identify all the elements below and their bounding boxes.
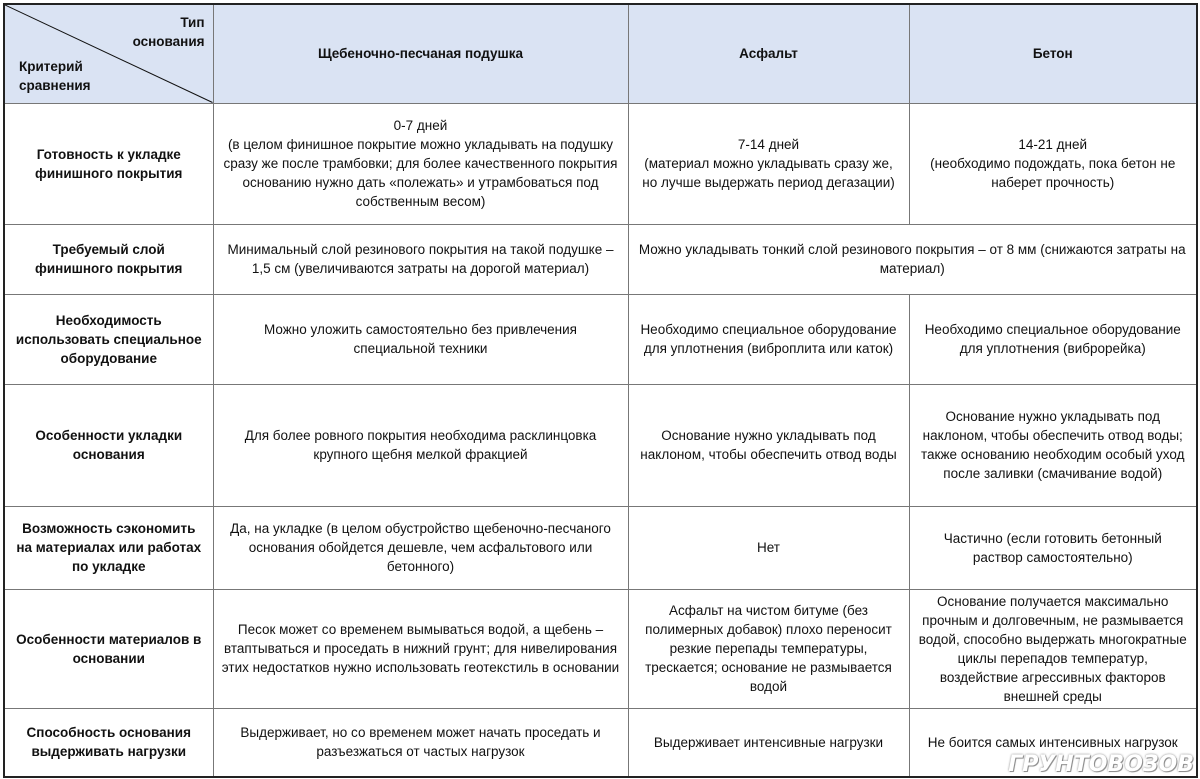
value-cell: Да, на укладке (в целом обустройство щебеночно-песчаного основания обойдется дешевле, чем асфальтового или бетонного) <box>213 506 628 589</box>
value-cell: Основание нужно укладывать под наклоном, чтобы обеспечить отвод воды <box>628 384 909 506</box>
value-cell: Выдерживает интенсивные нагрузки <box>628 708 909 777</box>
watermark-logo: ГРУНТОВОЗОВ <box>1008 752 1194 777</box>
type-label: Тип основания <box>132 15 205 49</box>
table-row <box>4 384 1197 506</box>
table-row <box>4 294 1197 384</box>
criterion-cell: Необходимость использовать специальное оборудование <box>4 294 213 384</box>
criterion-cell: Готовность к укладке финишного покрытия <box>4 103 213 224</box>
value-cell: Основание получается максимально прочным и долговечным, не размывается водой, способно выдержать многократные циклы перепадов температур, воздействие агрессивных факторов внешней среды <box>909 589 1197 708</box>
table-row <box>4 224 1197 294</box>
criterion-cell: Возможность сэкономить на материалах или работах по укладке <box>4 506 213 589</box>
value-cell: Основание нужно укладывать под наклоном, чтобы обеспечить отвод воды; также основанию необходим особый уход после заливки (смачивание водой) <box>909 384 1197 506</box>
value-cell: Частично (если готовить бетонный раствор самостоятельно) <box>909 506 1197 589</box>
column-header: Бетон <box>909 4 1197 103</box>
criterion-cell: Способность основания выдерживать нагрузки <box>4 708 213 777</box>
value-cell: 7-14 дней (материал можно укладывать сразу же, но лучше выдержать период дегазации) <box>628 103 909 224</box>
table-row <box>4 589 1197 708</box>
table-row <box>4 103 1197 224</box>
header-row <box>4 4 1197 103</box>
corner-header <box>4 4 213 103</box>
value-cell: Выдерживает, но со временем может начать проседать и разъезжаться от частых нагрузок <box>213 708 628 777</box>
column-header: Щебеночно-песчаная подушка <box>213 4 628 103</box>
value-cell: Можно укладывать тонкий слой резинового покрытия – от 8 мм (снижаются затраты на материал) <box>628 224 1197 294</box>
value-cell: Не боится самых интенсивных нагрузок <box>909 708 1197 777</box>
criterion-cell: Особенности материалов в основании <box>4 589 213 708</box>
value-cell: 14-21 дней (необходимо подождать, пока бетон не наберет прочность) <box>909 103 1197 224</box>
criterion-cell: Требуемый слой финишного покрытия <box>4 224 213 294</box>
value-cell: Нет <box>628 506 909 589</box>
table-row <box>4 506 1197 589</box>
value-cell: Необходимо специальное оборудование для уплотнения (виброрейка) <box>909 294 1197 384</box>
value-cell: Для более ровного покрытия необходима расклинцовка крупного щебня мелкой фракцией <box>213 384 628 506</box>
criterion-cell: Особенности укладки основания <box>4 384 213 506</box>
value-cell: Необходимо специальное оборудование для уплотнения (виброплита или каток) <box>628 294 909 384</box>
value-cell: 0-7 дней (в целом финишное покрытие можно укладывать на подушку сразу же после трамбовки; для более качественного покрытия основанию нужно дать «полежать» и утрамбоваться под собственным весом) <box>213 103 628 224</box>
column-header: Асфальт <box>628 4 909 103</box>
value-cell: Песок может со временем вымываться водой, а щебень – втаптываться и проседать в нижний грунт; для нивелирования этих недостатков нужно использовать геотекстиль в основании <box>213 589 628 708</box>
value-cell: Асфальт на чистом битуме (без полимерных добавок) плохо переносит резкие перепады температуры, трескается; основание не размывается водой <box>628 589 909 708</box>
value-cell: Можно уложить самостоятельно без привлечения специальной техники <box>213 294 628 384</box>
criterion-label: Критерий сравнения <box>19 58 91 93</box>
comparison-table <box>3 3 1198 778</box>
value-cell: Минимальный слой резинового покрытия на такой подушке – 1,5 см (увеличиваются затраты на дорогой материал) <box>213 224 628 294</box>
